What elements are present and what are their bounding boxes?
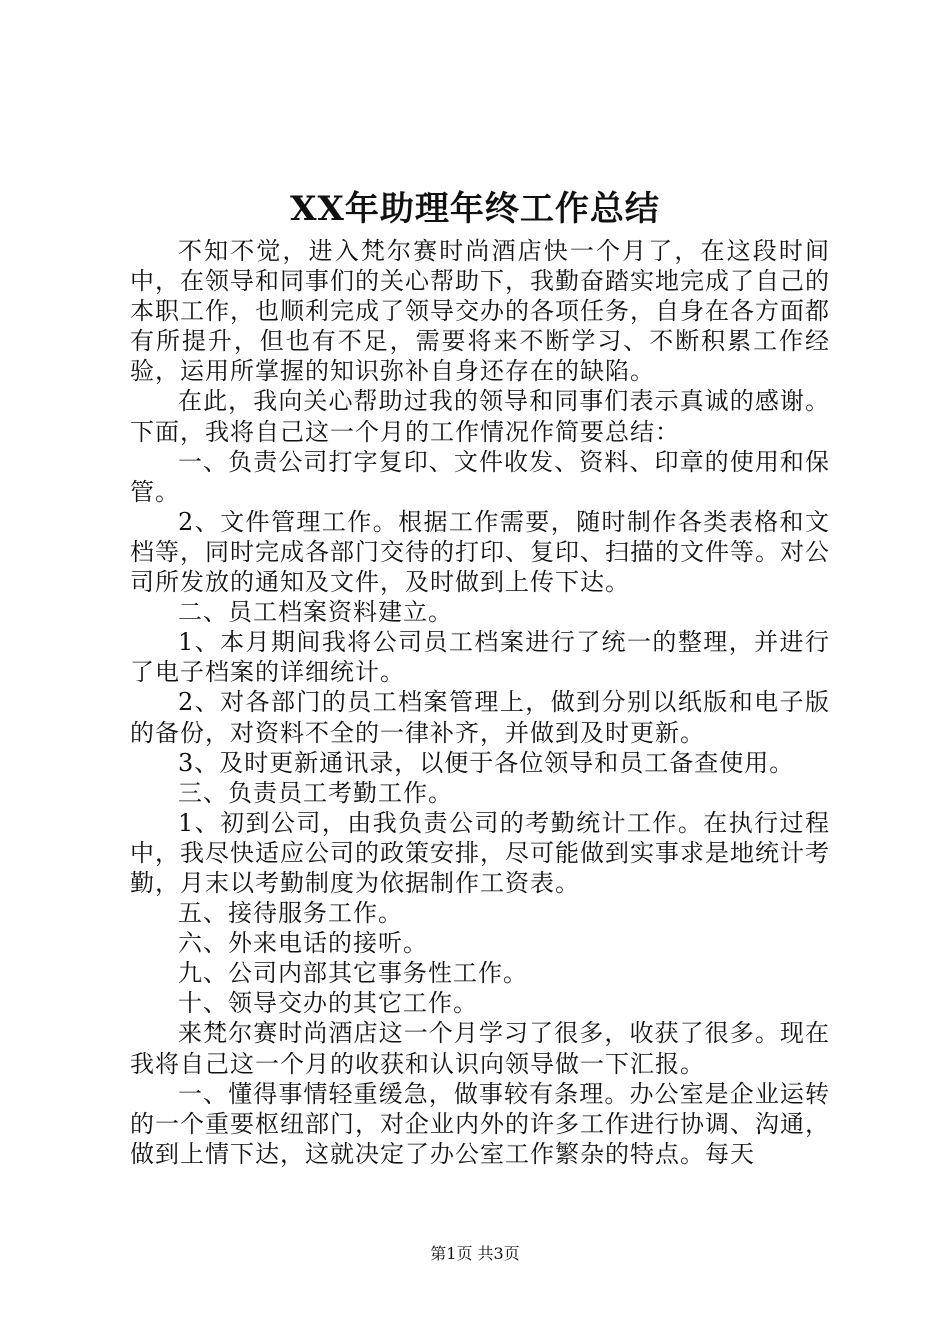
paragraph: 六、外来电话的接听。	[178, 929, 428, 958]
paragraph: 一、负责公司打字复印、文件收发、资料、印章的使用和保管。	[130, 447, 830, 506]
paragraph: 2、文件管理工作。根据工作需要，随时制作各类表格和文档等，同时完成各部门交待的打印、复印、扫描的文件等。对公司所发放的通知及文件，及时做到上传下达。	[130, 507, 830, 597]
paragraph: 在此，我向关心帮助过我的领导和同事们表示真诚的感谢。下面，我将自己这一个月的工作情况作简要总结：	[130, 387, 830, 446]
paragraph: 来梵尔赛时尚酒店这一个月学习了很多，收获了很多。现在我将自己这一个月的收获和认识向领导做一下汇报。	[130, 1019, 830, 1078]
document-body	[130, 236, 830, 1169]
paragraph: 二、员工档案资料建立。	[178, 598, 453, 627]
paragraph: 五、接待服务工作。	[178, 899, 403, 928]
paragraph: 不知不觉，进入梵尔赛时尚酒店快一个月了，在这段时间中，在领导和同事们的关心帮助下，我勤奋踏实地完成了自己的本职工作，也顺利完成了领导交办的各项任务，自身在各方面都有所提升，但也有不足，需要将来不断学习、不断积累工作经验，运用所掌握的知识弥补自身还存在的缺陷。	[130, 237, 830, 386]
paragraph: 1、本月期间我将公司员工档案进行了统一的整理，并进行了电子档案的详细统计。	[130, 628, 830, 687]
paragraph: 2、对各部门的员工档案管理上，做到分别以纸版和电子版的备份，对资料不全的一律补齐，并做到及时更新。	[130, 688, 830, 747]
paragraph: 一、懂得事情轻重缓急，做事较有条理。办公室是企业运转的一个重要枢纽部门，对企业内外的许多工作进行协调、沟通，做到上情下达，这就决定了办公室工作繁杂的特点。每天	[130, 1079, 830, 1168]
paragraph: 三、负责员工考勤工作。	[178, 778, 453, 807]
paragraph: 九、公司内部其它事务性工作。	[178, 959, 528, 988]
page-footer: 第1页 共3页	[430, 1244, 520, 1263]
paragraph: 3、及时更新通讯录，以便于各位领导和员工备查使用。	[178, 748, 795, 777]
paragraph: 十、领导交办的其它工作。	[178, 989, 478, 1018]
document-title: XX年助理年终工作总结	[290, 189, 660, 229]
paragraph: 1、初到公司，由我负责公司的考勤统计工作。在执行过程中，我尽快适应公司的政策安排，尽可能做到实事求是地统计考勤，月末以考勤制度为依据制作工资表。	[130, 808, 830, 897]
